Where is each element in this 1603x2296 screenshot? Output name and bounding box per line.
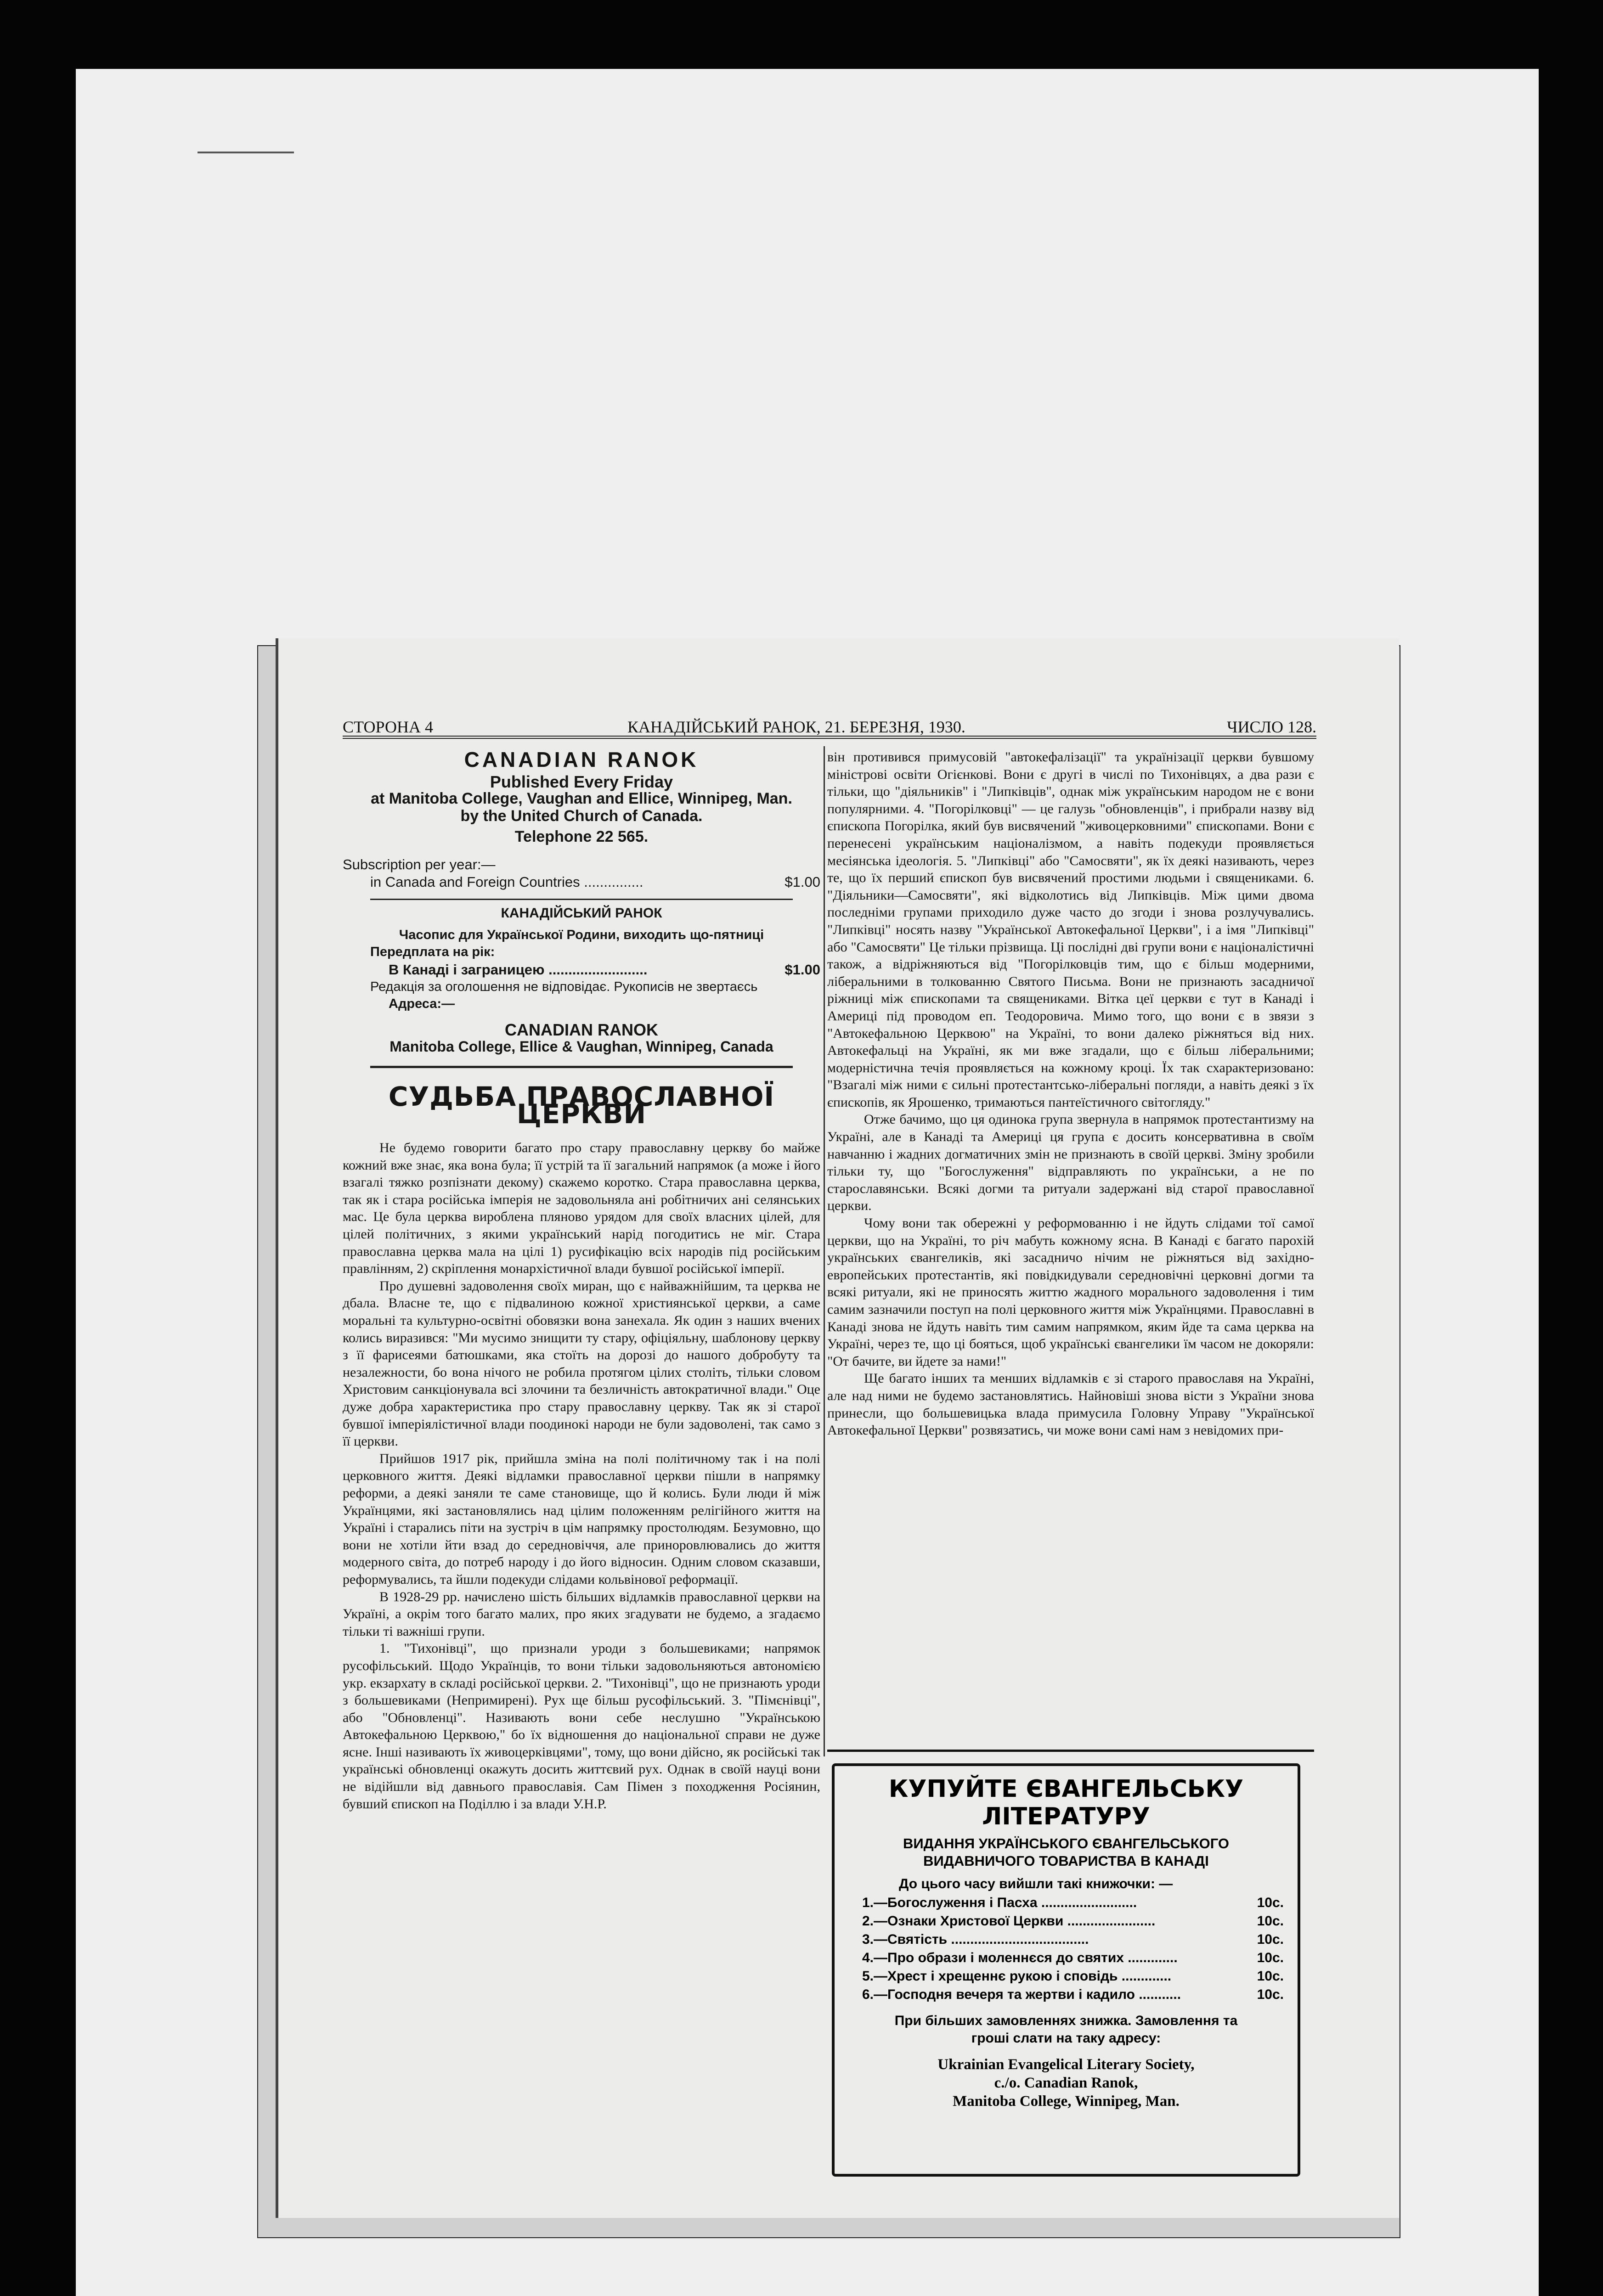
book-price: 10c. — [1257, 1913, 1284, 1929]
ad-book-item — [848, 1967, 1284, 1986]
ukr-price-row — [343, 961, 820, 979]
book-title: 4.—Про образи і моленнєся до святих ............. — [862, 1950, 1178, 1965]
subscription-row — [343, 873, 820, 891]
book-title: 5.—Хрест і хрещеннє рукою і сповідь ............. — [862, 1969, 1172, 1984]
ad-title: КУПУЙТЕ ЄВАНГЕЛЬСЬКУ ЛІТЕРАТУРУ — [888, 1775, 1244, 1830]
article-title: СУДЬБА ПРАВОСЛАВНОЇ ЦЕРКВИ — [388, 1080, 775, 1130]
ad-address-2: c./o. Canadian Ranok, — [994, 2075, 1138, 2091]
paragraph: 1. "Тихонівці", що признали уроди з большевиками; напрямок русофільський. Щодо Українців, то вони тільки задовольняються автономією укр. екзархату в складі російської церкви. 2. "Тихонівці", що не признають уроди з большевиками (Непримирені). Рух ще більш русофільський. 3. "Пімєнівці", або "Обновленці". Називають вони себе неслушно "Українською Автокефальною Церквою," бо їх відношення до національної справи не дуже ясне. Інші називають їх живоцерківцями", тому, що вони дійсно, як російські так українські обновленці окажуть досить життєвий рух. Однак в своїй науці вони не відійшли від давнього православія. Сам Пімен з походження Росіянин, бувший єпископ на Поділлю і за влади У.Н.Р. — [343, 1641, 820, 1812]
paragraph: він противився примусовій "автокефалізації" та українізації церкви бувшому міністрові освіти Огієнкові. Вони є другі в числі по Тихонівцях, а два рази є тільки, що "діяльників" і "Липківців", однак між українським народом не є вони популярними. 4. "Погорілковці" — це галузь "обновленців", і прибрали назву від єпископа Погорілка, який був висвячений "живоцерковними" єпископами. Вони є перенесені українським націоналізмом, а навіть подекуди проявляється месіянська ідеологія. 5. "Липківці" або "Самосвяти", як їх деякі називають, через те, що їх перший єпископ був висвячений простими людьми і священиками. 6. "Діяльники—Самосвяти", які відколотись від Липківців. Між цими двома последніми групами приходило дуже часто до згоди і знова розлучувались. "Липківці" носять назву "Української Автокефальної Церкви", і а імя "Липківці" або "Самосвяти" Це тільки прізвища. Ці послідні дві групи вони є націоналістичні також, а відріжняються від "Погорілковців тим, що є більш модерними, ліберальними в толкованню Святого Письма. Вони не признають засадничої ріжниці між єпископами та священиками. Вітка цеї церкви є тут в Канаді і Америці під проводом еп. Теодоровича. Мимо того, що вони є в звязи з "Автокефальною Церквою" на Україні, то вони далеко ріжняться від них. Автокефальці на Україні, як ми вже згадали, що є більш ліберальними; модерністична течія проявляється на кожному кроці. Їх так схарактеризовано: "Взагалі між ними є сильні протестантсько-ліберальні погляди, а навіть деякі з їх єпископів, як Ярошенко, тримаються пантеїстичного світогляду." — [827, 749, 1314, 1110]
ad-book-item — [848, 1949, 1284, 1967]
divider — [370, 1066, 793, 1068]
book-price: 10c. — [1257, 1950, 1284, 1965]
book-price: 10c. — [1257, 1895, 1284, 1910]
book-price: 10c. — [1257, 1932, 1284, 1947]
ukr-address: Manitoba College, Ellice & Vaughan, Winnipeg, Canada — [389, 1038, 773, 1055]
ad-book-item — [848, 1986, 1284, 2004]
paragraph: В 1928-29 рр. начислено шість більших відламків православної церкви на Україні, а окрім того багато малих, про яких згадувати не будемо, а згадаємо тільки ті важніші групи. — [343, 1589, 820, 1639]
masthead — [343, 748, 820, 890]
ad-note-2: гроші слати на таку адресу: — [971, 2031, 1161, 2046]
page-header — [343, 717, 1316, 739]
divider — [370, 899, 793, 900]
ukr-note: Редакція за оголошення не відповідає. Рукописів не звертаєсь — [370, 979, 758, 994]
ad-subtitle-2: ВИДАВНИЧОГО ТОВАРИСТВА В КАНАДІ — [923, 1853, 1209, 1869]
ad-note-1: При більших замовленнях знижка. Замовлення та — [894, 2013, 1238, 2028]
right-column — [827, 748, 1314, 1439]
ad-book-item — [848, 1912, 1284, 1930]
ukr-name: CANADIAN RANOK — [505, 1020, 658, 1039]
ad-box — [832, 1763, 1300, 2177]
paper-date: КАНАДІЙСЬКИЙ РАНОК, 21. БЕРЕЗНЯ, 1930. — [627, 718, 965, 736]
subscription-label: Subscription per year:— — [343, 856, 496, 872]
masthead-line2: at Manitoba College, Vaughan and Ellice, Winnipeg, Man. — [371, 790, 792, 808]
column-divider — [824, 746, 825, 1756]
issue-number: ЧИСЛО 128. — [1227, 718, 1316, 736]
paragraph: Не будемо говорити багато про стару православну церкву бо майже кожний вже знає, яка вона була; її устрій та її загальний напрямок (а може і його взагалі тяжко розпізнати декому) скажемо коротко. Стара православна церква, так як і стара російська імперія не задовольняла ані робітничих ані селянських мас. Це була церква вироблена пляново урядом для своїх власних цілей, для цілей політичних, з якими український нарід погодитись не міг. Стара православна церква мала на цілі 1) русифікацію всіх народів під російським правлінням, 2) скріплення монархістичної влади бувшої російської імперії. — [343, 1140, 820, 1277]
film-scratch — [198, 152, 294, 153]
masthead-name: CANADIAN RANOK — [464, 748, 699, 771]
masthead-line3: by the United Church of Canada. — [460, 807, 703, 825]
subscription-price: $1.00 — [785, 873, 820, 890]
paragraph: Прийшов 1917 рік, прийшла зміна на полі політичному так і на полі церковного життя. Деякі відламки православної церкви пішли в напрямку реформи, а деякі заняли те саме становище, що й колись. Були люди й між Українцями, які застановлялись над цілим положенням релігійного життя на Україні і старались піти на зустріч в цім напрямку простолюдям. Безумовно, що вони не хотіли йти взад до середновіччя, але приноровлювались до життя модерного світа, до потреб народу і до його відносин. Одним словом сказавши, реформувались, та йшли подекуди слідами кольвінової реформації. — [343, 1451, 820, 1587]
book-title: 1.—Богослуження і Пасха ......................... — [862, 1895, 1137, 1910]
ad-book-item — [848, 1894, 1284, 1912]
masthead-phone: Telephone 22 565. — [514, 828, 649, 846]
ukr-line1: Часопис для Української Родини, виходить що-пятниці — [399, 927, 764, 942]
ukr-price: $1.00 — [785, 961, 820, 978]
book-title: 6.—Господня вечеря та жертви і кадило ........... — [862, 1987, 1181, 2002]
article-body-left — [343, 1139, 820, 1812]
ukrainian-masthead — [343, 905, 820, 1056]
page-number: СТОРОНА 4 — [343, 718, 433, 736]
subscription-item: in Canada and Foreign Countries ............... — [370, 873, 643, 890]
ukr-item: В Канаді і заграницею ......................... — [389, 961, 648, 978]
paragraph: Отже бачимо, що ця одинока група звернула в напрямок протестантизму на Україні, але в Канаді та Америці ця група є досить консервативна в своїм навчанню і жадних догматичних змін не признають в своїй церкві. Зміну зробили тільки ту, що "Богослуження" відправляють по українськи, а не по старославянськи. Всякі догми та ритуали задержані від старої православної церкви. — [827, 1112, 1314, 1214]
ad-lead: До цього часу вийшли такі книжочки: — — [899, 1876, 1173, 1891]
ad-address-3: Manitoba College, Winnipeg, Man. — [953, 2093, 1180, 2110]
ukr-addr-label: Адреса:— — [389, 996, 455, 1012]
book-title: 2.—Ознаки Христової Церкви ....................... — [862, 1913, 1156, 1929]
paragraph: Ще багато інших та менших відламків є зі старого православя на Україні, але над ними не будемо застановлятись. Найновіші знова вісти з України знова принесли, що большевицька влада примусила Головну Управу "Української Автокефальної Церкви" розвязатись, чи може вони самі нам з невідомих при- — [827, 1371, 1314, 1438]
book-price: 10c. — [1257, 1987, 1284, 2002]
book-price: 10c. — [1257, 1969, 1284, 1984]
ad-top-rule — [827, 1750, 1314, 1752]
masthead-line1: Published Every Friday — [490, 772, 673, 791]
left-column — [343, 748, 820, 1812]
paragraph: Чому вони так обережні у реформованню і не йдуть слідами тої самої церкви, що на Україні, то річ мабуть кожному ясна. В Канаді є багато парохій українських євангеликів, які засадничо нічим не ріжняться від західно-европейських протестантів, які повідкидували середновічні церковні догми та всякі ритуали, які не приносять життю жадного морального задоволення і тим самим зазначили поступ на полі церковного життя між Українцями. Православні в Канаді знова не йдуть навіть тим самим напрямком, яким йде та сама церква на Україні, через те, що ці бояться, щоб українські євангелики їм часом не докоряли: "От бачите, ви йдете за нами!" — [827, 1216, 1314, 1369]
ukr-line2: Передплата на рік: — [370, 945, 495, 960]
ad-address-1: Ukrainian Evangelical Literary Society, — [937, 2056, 1195, 2073]
paragraph: Про душевні задоволення своїх миран, що є найважнійшим, та церква не дбала. Власне те, що є підвалиною кожної християнської церкви, а саме моральні та культурно-освітні обовязки вона занехала. Як один з наших вчених колись виразився: "Ми мусимо знищити ту стару, офіціяльну, шаблонову церкву з її фарисеями батюшками, яка стоїть на дорозі до нашого добробуту та незалежности, бо вона нічого не робила протягом цілих століть, тільки словом Христовим санкціонувала всі злочини та безличність автократичної влади." Оце дуже добра характеристика про стару православну церкву. Так як зі старої бувшої імперіялістичної влади поодинокі народи не були задоволені, так само з її церкви. — [343, 1278, 820, 1449]
ad-book-item — [848, 1930, 1284, 1949]
ad-book-list — [848, 1894, 1284, 2004]
article-body-right — [827, 748, 1314, 1439]
book-title: 3.—Святість .................................... — [862, 1932, 1089, 1947]
newspaper-page — [276, 638, 1399, 2218]
ukr-title: КАНАДІЙСЬКИЙ РАНОК — [501, 906, 662, 921]
ad-subtitle-1: ВИДАННЯ УКРАЇНСЬКОГО ЄВАНГЕЛЬСЬКОГО — [903, 1835, 1230, 1851]
literature-advertisement — [827, 1750, 1314, 2200]
